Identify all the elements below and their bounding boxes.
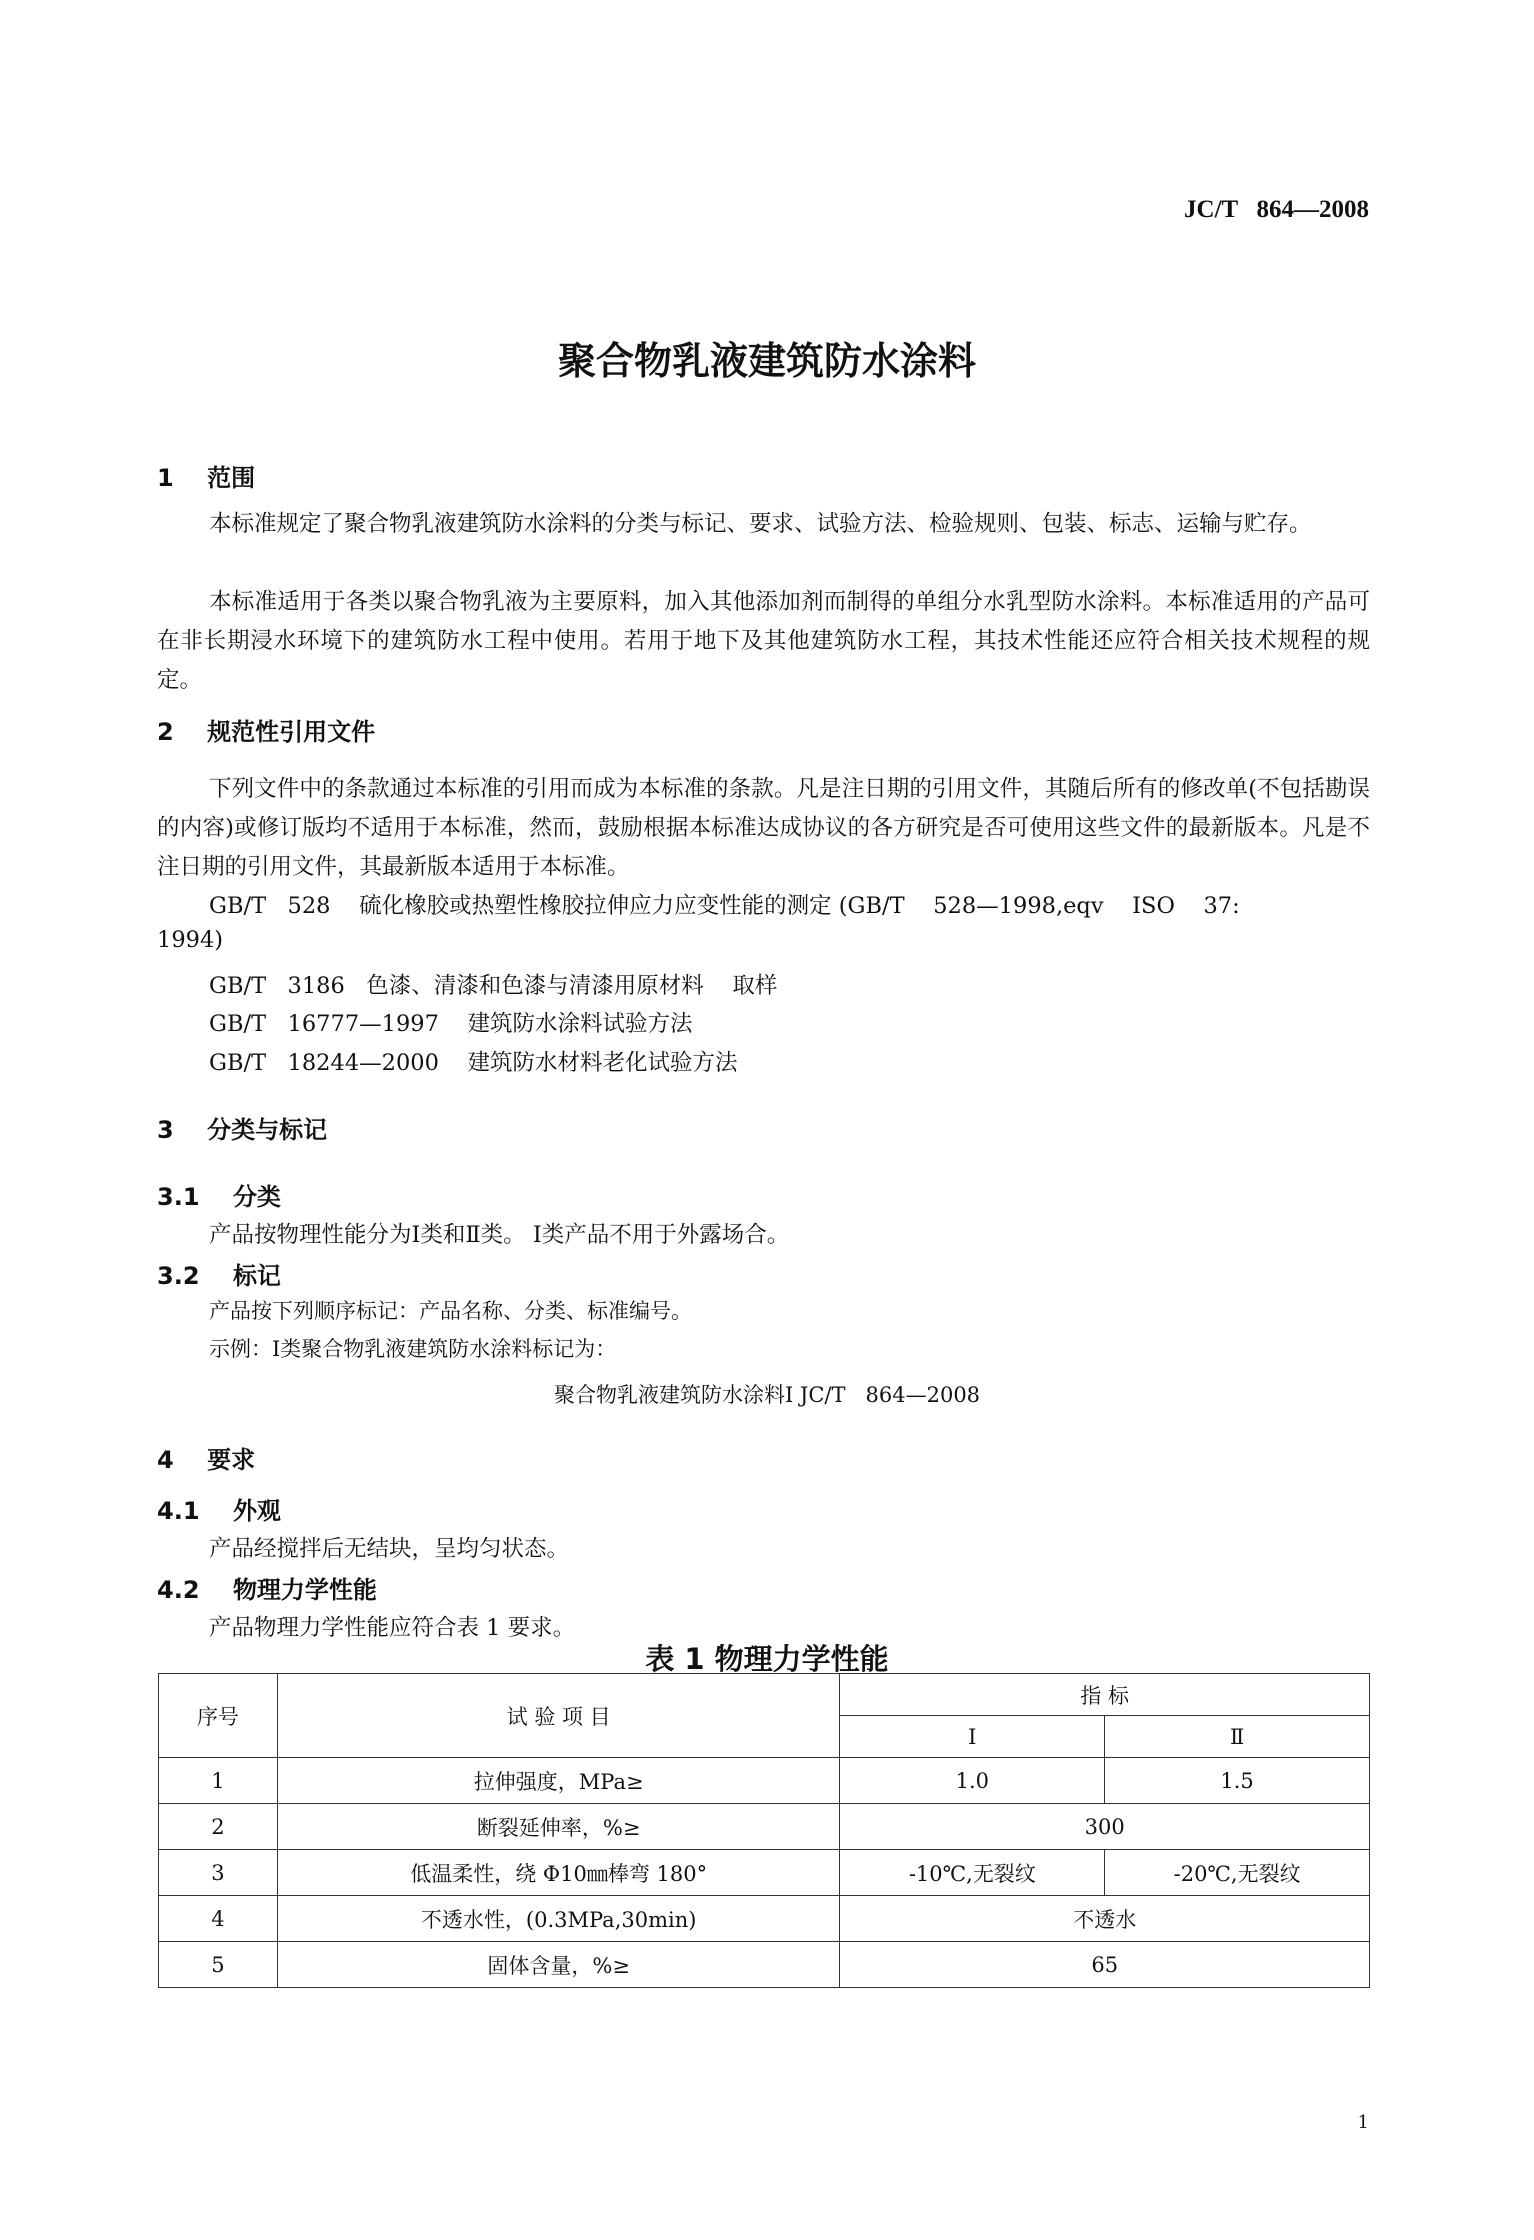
row-value-class-1: -10℃,无裂纹 (840, 1850, 1105, 1896)
section-4-heading: 4 要求 (157, 1446, 256, 1474)
section-2-paragraph-1: 下列文件中的条款通过本标准的引用而成为本标准的条款。凡是注日期的引用文件，其随后所有的修改单(不包括勘误的内容)或修订版均不适用于本标准，然而，鼓励根据本标准达成协议的各方研究是否可使用这些文件的最新版本。凡是不注日期的引用文件，其最新版本适用于本标准。 (157, 776, 1370, 880)
section-4-2-text: 产品物理力学性能应符合表 1 要求。 (209, 1615, 576, 1641)
row-item: 固体含量，%≥ (277, 1942, 840, 1988)
row-no: 2 (159, 1804, 278, 1850)
table-row (159, 1942, 1370, 1988)
row-no: 1 (159, 1758, 278, 1804)
header-class-1: Ⅰ (840, 1716, 1105, 1758)
section-3-1-heading: 3.1 分类 (157, 1183, 281, 1211)
row-item: 断裂延伸率，%≥ (277, 1804, 840, 1850)
reference-gbt528-continued: 1994) (157, 927, 224, 953)
table-caption: 表 1 物理力学性能 (645, 1642, 889, 1676)
reference-gbt16777: GB/T 16777—1997 建筑防水涂料试验方法 (209, 1011, 693, 1037)
marking-example: 聚合物乳液建筑防水涂料Ⅰ JC/T 864—2008 (553, 1383, 981, 1407)
document-title: 聚合物乳液建筑防水涂料 (557, 339, 976, 383)
section-1-paragraph-1: 本标准规定了聚合物乳液建筑防水涂料的分类与标记、要求、试验方法、检验规则、包装、标志、运输与贮存。 (209, 511, 1312, 537)
reference-gbt18244: GB/T 18244—2000 建筑防水材料老化试验方法 (209, 1050, 738, 1076)
header-no: 序号 (159, 1674, 278, 1758)
table-row (159, 1850, 1370, 1896)
table-row (159, 1758, 1370, 1804)
section-3-heading: 3 分类与标记 (157, 1116, 328, 1144)
standard-code: JC/T 864—2008 (1184, 196, 1369, 223)
reference-gbt528: GB/T 528 硫化橡胶或热塑性橡胶拉伸应力应变性能的测定 (GB/T 528—1998,eqv ISO 37: (209, 893, 1240, 919)
section-3-2-text: 产品按下列顺序标记：产品名称、分类、标准编号。 (209, 1299, 692, 1323)
table-row (159, 1896, 1370, 1942)
section-3-1-text: 产品按物理性能分为Ⅰ类和Ⅱ类。 Ⅰ类产品不用于外露场合。 (209, 1222, 790, 1248)
page-number: 1 (1357, 2112, 1369, 2133)
row-value: 300 (840, 1804, 1370, 1850)
table-row (159, 1804, 1370, 1850)
reference-gbt3186: GB/T 3186 色漆、清漆和色漆与清漆用原材料 取样 (209, 973, 778, 999)
row-no: 5 (159, 1942, 278, 1988)
header-class-2: Ⅱ (1105, 1716, 1370, 1758)
header-index: 指 标 (840, 1674, 1370, 1716)
row-value: 不透水 (840, 1896, 1370, 1942)
row-value: 65 (840, 1942, 1370, 1988)
section-4-1-text: 产品经搅拌后无结块，呈均匀状态。 (209, 1536, 570, 1562)
header-item: 试 验 项 目 (277, 1674, 840, 1758)
section-2-heading: 2 规范性引用文件 (157, 718, 376, 746)
section-3-2-heading: 3.2 标记 (157, 1262, 281, 1290)
section-4-1-heading: 4.1 外观 (157, 1497, 281, 1525)
section-4-2-heading: 4.2 物理力学性能 (157, 1576, 377, 1604)
marking-example-label: 示例：Ⅰ类聚合物乳液建筑防水涂料标记为： (209, 1337, 617, 1361)
row-no: 3 (159, 1850, 278, 1896)
row-no: 4 (159, 1896, 278, 1942)
section-1-paragraph-2: 本标准适用于各类以聚合物乳液为主要原料，加入其他添加剂而制得的单组分水乳型防水涂料。本标准适用的产品可在非长期浸水环境下的建筑防水工程中使用。若用于地下及其他建筑防水工程，其技术性能还应符合相关技术规程的规定。 (157, 589, 1370, 693)
section-1-heading: 1 范围 (157, 464, 256, 492)
physical-properties-table (158, 1673, 1370, 1988)
row-value-class-2: -20℃,无裂纹 (1105, 1850, 1370, 1896)
row-item: 低温柔性，绕 Φ10㎜棒弯 180° (277, 1850, 840, 1896)
row-value-class-1: 1.0 (840, 1758, 1105, 1804)
row-value-class-2: 1.5 (1105, 1758, 1370, 1804)
row-item: 拉伸强度，MPa≥ (277, 1758, 840, 1804)
row-item: 不透水性，(0.3MPa,30min) (277, 1896, 840, 1942)
